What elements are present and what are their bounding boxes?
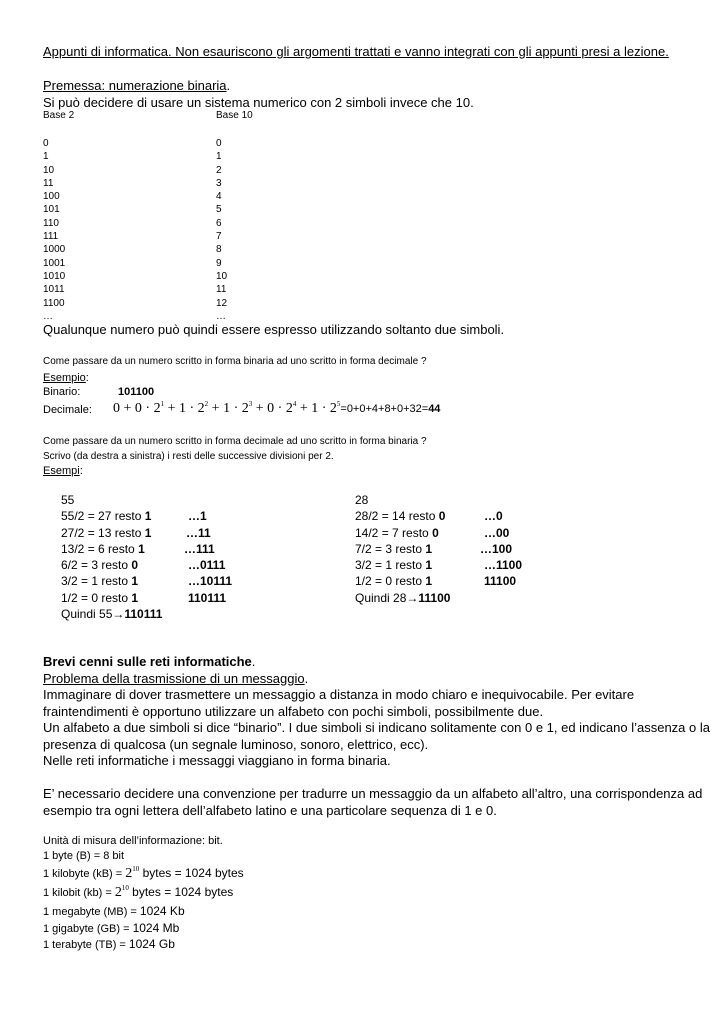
formula-exp: 2 [204, 400, 209, 408]
base2-value: 1011 [43, 284, 65, 296]
division-partial: …111 [184, 541, 215, 556]
base10-value: … [216, 310, 226, 322]
megabyte-value: 1024 Kb [139, 904, 185, 918]
examples-label-text: Esempi [43, 465, 80, 477]
reti-title [43, 654, 255, 669]
binary-value: 101100 [118, 386, 155, 398]
reti-subtitle [43, 671, 308, 686]
kilobyte-suffix: bytes = 1024 bytes [139, 866, 244, 880]
base2-value: 1001 [43, 257, 66, 269]
kilobyte-pow-exp: 10 [132, 865, 140, 873]
formula-plus: + [252, 401, 268, 416]
dec-to-bin-question: Come passare da un numero scritto in forma decimale ad uno scritto in forma binaria ? [43, 436, 427, 447]
premessa-conclusion: Qualunque numero può quindi essere espresso utilizzando soltanto due simboli. [43, 322, 505, 337]
division-row [355, 557, 615, 573]
unit-kilobit [43, 883, 233, 901]
formula-coef: 1 [311, 401, 319, 416]
division-row [355, 508, 615, 524]
base10-value: 0 [216, 138, 222, 149]
base2-value: 1010 [43, 270, 66, 282]
base10-value: 6 [216, 217, 222, 229]
division-row [61, 573, 321, 589]
base2-value: 0 [43, 138, 49, 149]
col-header-base2: Base 2 [43, 110, 75, 121]
binary-label: Binario: [43, 386, 81, 398]
division-partial: 11100 [484, 574, 517, 589]
formula-result: 44 [428, 403, 441, 415]
base2-value: 1000 [43, 244, 66, 256]
division-remainder: 0 [438, 509, 446, 524]
base2-value: 100 [43, 191, 60, 203]
formula-plus: + [164, 401, 179, 416]
formula-exp: 5 [336, 400, 341, 408]
megabyte-prefix: 1 megabyte (MB) = [43, 906, 140, 918]
formula-dot: · [274, 401, 286, 416]
kilobyte-prefix: 1 kilobyte (kB) = [43, 868, 126, 880]
reti-subtitle-text: Problema della trasmissione di un messaggio [43, 671, 305, 686]
kilobit-suffix: bytes = 1024 bytes [128, 885, 234, 899]
formula-dot: · [230, 401, 242, 416]
formula-base: 2 [329, 401, 337, 416]
kilobit-power [115, 885, 129, 900]
formula-exp: 4 [292, 400, 297, 408]
gigabyte-value: 1024 Mb [132, 921, 180, 935]
division-example-55 [61, 492, 321, 622]
division-partial: …0 [484, 509, 503, 524]
reti-subtitle-dot: . [304, 671, 309, 686]
page-header: Appunti di informatica. Non esauriscono gli argomenti trattati e vanno integrati con gli appunti presi a lezione. [43, 44, 669, 59]
kilobit-prefix: 1 kilobit (kb) = [43, 887, 115, 899]
formula-plus: + [208, 401, 224, 416]
formula-plus: + [120, 401, 135, 416]
formula-coef: 0 [134, 401, 142, 416]
formula-base: 2 [285, 401, 293, 416]
division-op: 55/2 = 27 resto [61, 509, 145, 524]
division-partial: …10111 [188, 574, 233, 589]
division-partial: …1 [188, 509, 207, 524]
division-remainder: 1 [138, 541, 145, 556]
col-header-base10: Base 10 [216, 110, 253, 121]
formula-exp: 1 [160, 400, 165, 408]
division-remainder: 1 [425, 541, 433, 556]
division-remainder: 1 [144, 525, 152, 540]
bin-to-dec-example-label [43, 372, 89, 384]
formula-dot: · [185, 401, 198, 416]
base10-value: 7 [216, 231, 222, 243]
division-remainder: 0 [432, 525, 439, 540]
division-final-value: 110111 [124, 607, 163, 622]
base10-value: 3 [216, 177, 222, 189]
base10-value: 12 [216, 297, 228, 309]
formula-coef: 1 [178, 401, 186, 416]
division-partial: …11 [186, 525, 211, 540]
base10-value: 10 [216, 270, 228, 282]
formula-plus: + [296, 401, 312, 416]
premessa-title-text: Premessa: numerazione binaria [43, 78, 227, 93]
reti-title-dot: . [251, 654, 256, 669]
division-op: 13/2 = 6 resto [61, 541, 139, 556]
division-row [61, 541, 321, 557]
base2-column [43, 137, 65, 323]
division-start: 55 [61, 493, 75, 507]
unit-kilobyte [43, 864, 244, 882]
dec-to-bin-method: Scrivo (da destra a sinistra) i resti delle successive divisioni per 2. [43, 451, 334, 462]
base2-value: 101 [43, 204, 60, 216]
formula-coef: 1 [223, 401, 231, 416]
division-op: 6/2 = 3 resto [61, 558, 132, 573]
formula-base: 2 [197, 401, 205, 416]
division-final-prefix: Quindi 28→ [355, 590, 419, 605]
formula-sum: =0+0+4+8+0+32= [340, 403, 429, 415]
formula-base: 2 [241, 401, 249, 416]
division-partial: …100 [480, 541, 513, 556]
base10-column [216, 137, 227, 323]
kilobit-pow-base: 2 [114, 885, 122, 900]
base10-value: 9 [216, 257, 222, 269]
examples-label-colon: : [79, 465, 83, 477]
gigabyte-prefix: 1 gigabyte (GB) = [43, 923, 133, 935]
division-start: 28 [355, 493, 369, 507]
base2-value: 1 [43, 151, 49, 163]
division-remainder: 0 [131, 558, 139, 573]
base2-value: 111 [43, 231, 59, 243]
base10-value: 8 [216, 244, 222, 256]
reti-p2-line1: Un alfabeto a due simboli si dice “binario”. I due simboli si indicano solitamente con 0 e 1, ed indicano l’assenza o la [43, 720, 710, 735]
division-row [61, 525, 321, 541]
example-label-text: Esempio [43, 372, 86, 384]
division-final [355, 590, 615, 606]
division-op: 28/2 = 14 resto [355, 509, 439, 524]
base2-value: … [43, 310, 53, 322]
base10-value: 11 [216, 284, 227, 296]
unit-megabyte [43, 902, 185, 920]
base2-value: 10 [43, 164, 55, 176]
division-final [61, 606, 321, 622]
terabyte-prefix: 1 terabyte (TB) = [43, 939, 129, 951]
premessa-intro: Si può decidere di usare un sistema numerico con 2 simboli invece che 10. [43, 95, 474, 110]
kilobyte-power [125, 866, 139, 881]
formula-exp: 3 [248, 400, 253, 408]
division-op: 3/2 = 1 resto [61, 574, 132, 589]
formula-dot: · [141, 401, 154, 416]
division-op: 14/2 = 7 resto [355, 525, 433, 540]
bin-to-dec-question: Come passare da un numero scritto in forma binaria ad uno scritto in forma decimale ? [43, 356, 427, 367]
division-row [61, 557, 321, 573]
reti-title-text: Brevi cenni sulle reti informatiche [43, 654, 252, 669]
division-remainder: 1 [425, 574, 433, 589]
formula-dot: · [318, 401, 330, 416]
division-row [355, 525, 615, 541]
base10-value: 5 [216, 204, 222, 216]
division-row [61, 590, 321, 606]
division-partial: 110111 [188, 590, 227, 605]
division-partial: …0111 [188, 558, 226, 573]
reti-p1-line2: fraintendimenti è opportuno utilizzare un alfabeto con pochi simboli, possibilmente due. [43, 704, 544, 719]
division-final-prefix: Quindi 55→ [61, 607, 125, 622]
base2-value: 1100 [43, 297, 65, 309]
reti-p3: Nelle reti informatiche i messaggi viaggiano in forma binaria. [43, 753, 391, 768]
formula-coef: 0 [267, 401, 275, 416]
base2-value: 110 [43, 217, 59, 229]
unit-terabyte [43, 935, 175, 953]
division-op: 3/2 = 1 resto [355, 558, 426, 573]
base10-value: 4 [216, 191, 222, 203]
division-final-value: 11100 [418, 590, 451, 605]
base10-value: 1 [216, 151, 222, 163]
division-op: 1/2 = 0 resto [61, 590, 132, 605]
terabyte-value: 1024 Gb [128, 937, 175, 951]
unit-byte: 1 byte (B) = 8 bit [43, 850, 125, 862]
premessa-title-dot: . [226, 78, 231, 93]
dec-to-bin-examples-label [43, 465, 83, 477]
units-title: Unità di misura dell’informazione: bit. [43, 835, 223, 847]
division-op: 27/2 = 13 resto [61, 525, 145, 540]
decimal-formula [113, 399, 440, 417]
kilobit-pow-exp: 10 [121, 884, 129, 892]
division-partial: …00 [484, 525, 510, 540]
decimal-label: Decimale: [43, 404, 92, 416]
division-remainder: 1 [425, 558, 433, 573]
division-example-28 [355, 492, 615, 606]
base2-value: 11 [43, 177, 54, 189]
example-label-colon: : [85, 372, 89, 384]
division-partial: …1100 [484, 558, 523, 573]
base10-value: 2 [216, 164, 222, 176]
reti-p4-line2: esempio tra ogni lettera dell’alfabeto latino e una particolare sequenza di 1 e 0. [43, 803, 497, 818]
division-row [355, 541, 615, 557]
division-row [355, 573, 615, 589]
division-remainder: 1 [131, 590, 139, 605]
division-remainder: 1 [144, 509, 152, 524]
reti-p4-line1: E’ necessario decidere una convenzione per tradurre un messaggio da un alfabeto all’altro, una corrispondenza ad [43, 786, 703, 801]
formula-expression [113, 401, 340, 416]
division-op: 1/2 = 0 resto [355, 574, 426, 589]
division-remainder: 1 [131, 574, 139, 589]
formula-base: 2 [153, 401, 161, 416]
formula-coef: 0 [113, 401, 120, 416]
premessa-title [43, 78, 230, 93]
kilobyte-pow-base: 2 [125, 866, 133, 881]
division-op: 7/2 = 3 resto [355, 541, 426, 556]
division-row [61, 508, 321, 524]
reti-p1-line1: Immaginare di dover trasmettere un messaggio a distanza in modo chiaro e inequivocabile. Per evitare [43, 687, 635, 702]
reti-p2-line2: presenza di qualcosa (un segnale luminoso, sonoro, elettrico, ecc). [43, 737, 429, 752]
